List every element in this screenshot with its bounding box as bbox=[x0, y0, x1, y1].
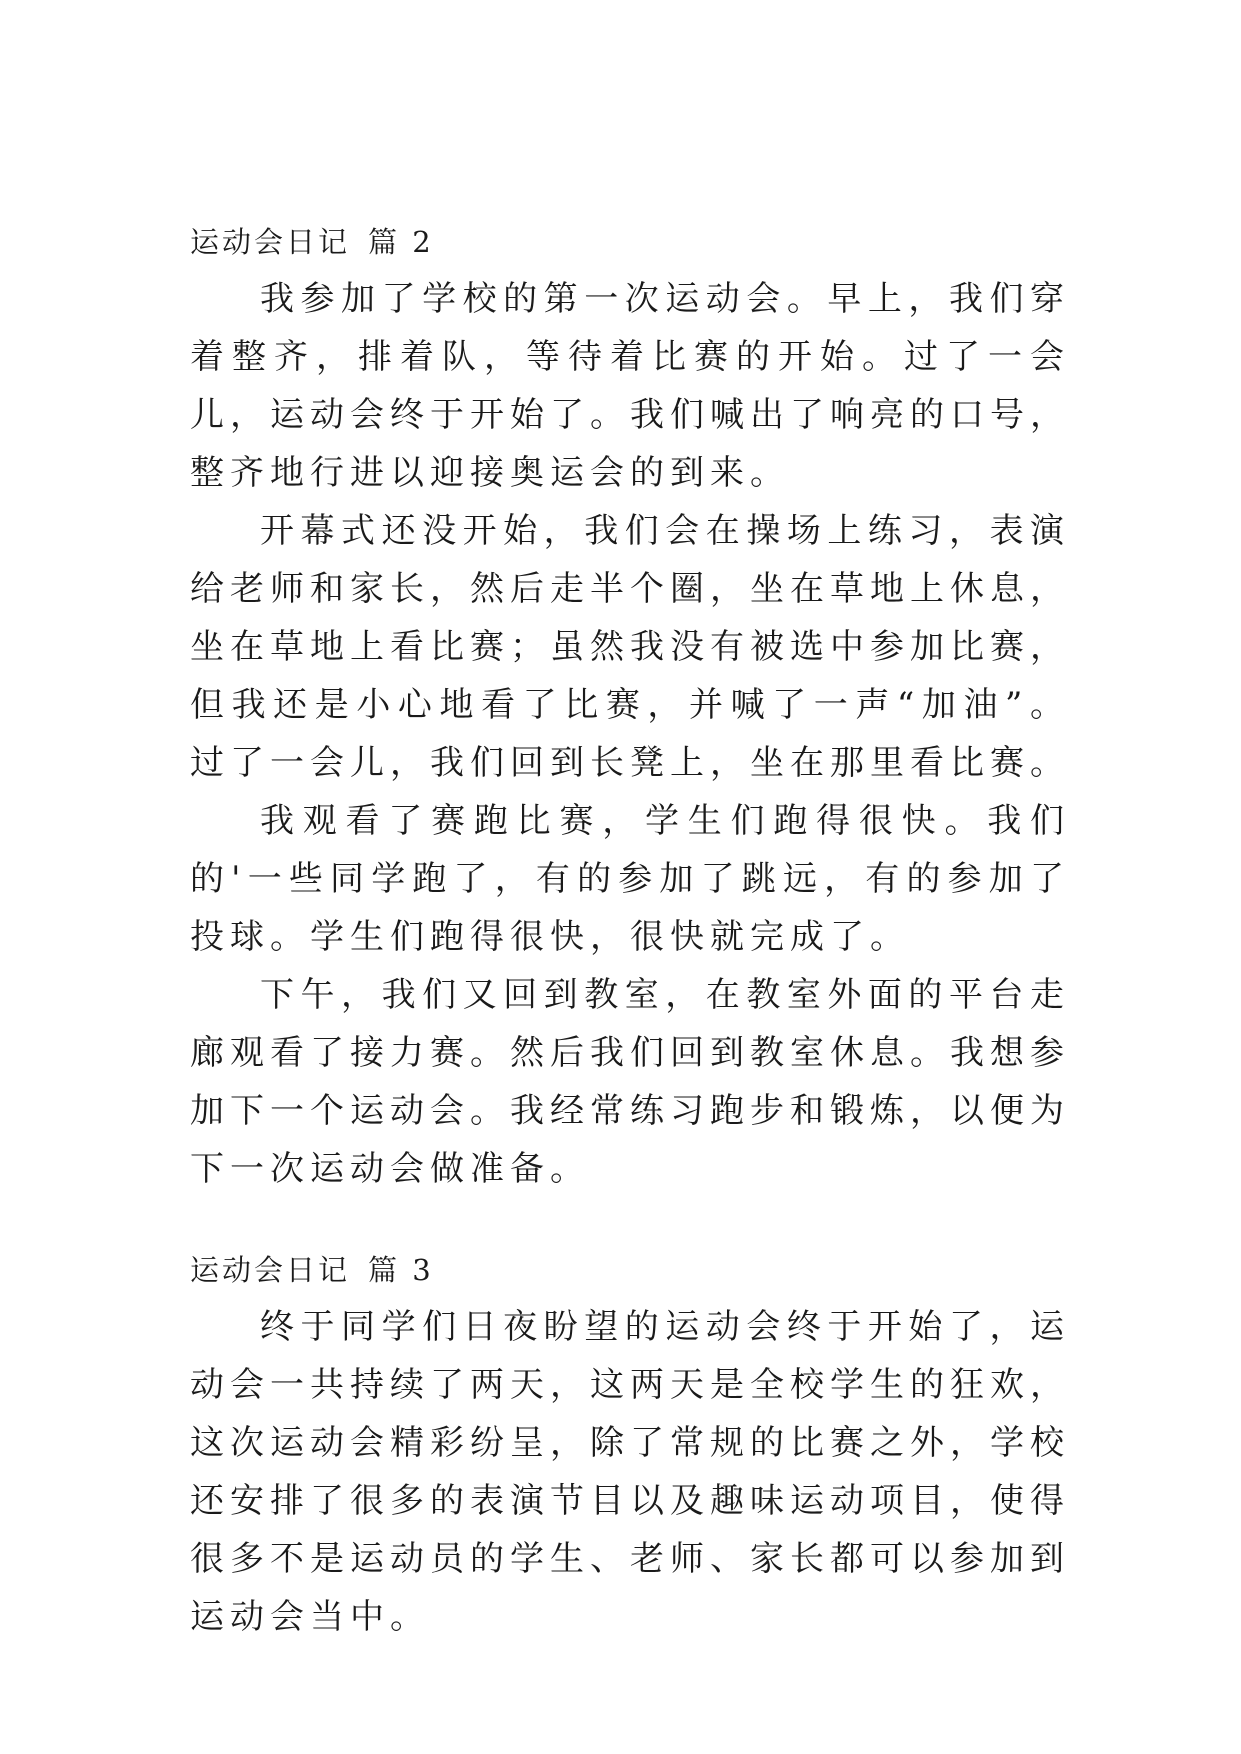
paragraph: 终于同学们日夜盼望的运动会终于开始了，运动会一共持续了两天，这两天是全校学生的狂欢，这次运动会精彩纷呈，除了常规的比赛之外，学校还安排了很多的表演节目以及趣味运动项目，使得很多不是运动员的学生、老师、家长都可以参加到运动会当中。 bbox=[190, 1307, 1070, 1637]
paragraph: 开幕式还没开始，我们会在操场上练习，表演给老师和家长，然后走半个圈，坐在草地上休息，坐在草地上看比赛；虽然我没有被选中参加比赛，但我还是小心地看了比赛，并喊了一声“加油”。过了一会儿，我们回到长凳上，坐在那里看比赛。 bbox=[190, 511, 1070, 783]
paragraph: 我参加了学校的第一次运动会。早上，我们穿着整齐，排着队，等待着比赛的开始。过了一会儿，运动会终于开始了。我们喊出了响亮的口号，整齐地行进以迎接奥运会的到来。 bbox=[190, 279, 1070, 493]
diary-section-2 bbox=[190, 222, 1070, 1198]
section-number: 篇 3 bbox=[368, 1253, 434, 1287]
section-heading bbox=[190, 222, 1070, 262]
section-number: 篇 2 bbox=[368, 225, 434, 259]
diary-section-3 bbox=[190, 1250, 1070, 1646]
section-heading bbox=[190, 1250, 1070, 1290]
section-title-text: 运动会日记 bbox=[190, 225, 351, 259]
section-title-text: 运动会日记 bbox=[190, 1253, 351, 1287]
document-page bbox=[190, 222, 1070, 1646]
paragraph: 我观看了赛跑比赛，学生们跑得很快。我们的'一些同学跑了，有的参加了跳远，有的参加了投球。学生们跑得很快，很快就完成了。 bbox=[190, 801, 1070, 957]
paragraph: 下午，我们又回到教室，在教室外面的平台走廊观看了接力赛。然后我们回到教室休息。我想参加下一个运动会。我经常练习跑步和锻炼，以便为下一次运动会做准备。 bbox=[190, 975, 1070, 1189]
